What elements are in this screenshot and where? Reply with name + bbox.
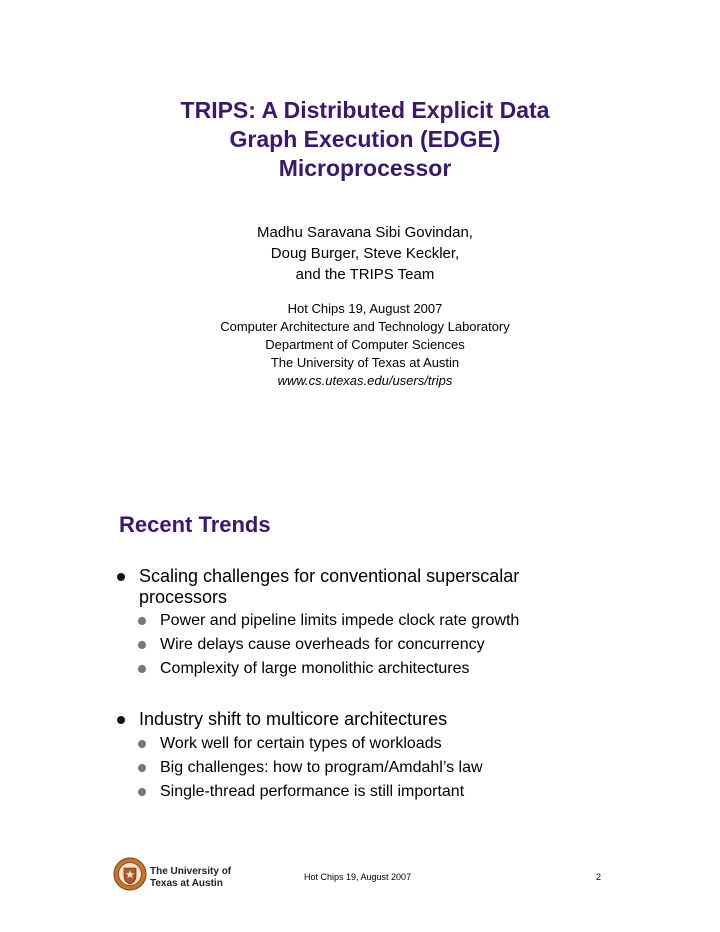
author-line: Madhu Saravana Sibi Govindan, [257,224,473,241]
university-name [150,866,231,890]
sub-bullet-dot [138,665,146,673]
sub-bullet-item [138,611,718,631]
footer-text: Hot Chips 19, August 2007 [304,872,412,882]
university-seal-icon [113,857,147,891]
slide-title [0,96,720,183]
affiliation-line: Department of Computer Sciences [265,337,465,352]
university-line: The University of [150,866,232,877]
sub-bullet-dot [138,788,146,796]
sub-bullet-text: Complexity of large monolithic architectures [160,660,470,677]
bullet-dot [117,716,125,724]
authors [0,222,720,285]
title-line: Microprocessor [278,155,452,181]
university-line: Texas at Austin [150,878,223,889]
sub-bullet-dot [138,641,146,649]
bullet-text: Industry shift to multicore architectures [139,709,448,729]
page-number: 2 [596,872,602,882]
title-line: TRIPS: A Distributed Explicit Data [180,97,550,123]
affiliation-line: Computer Architecture and Technology Laboratory [220,319,510,334]
section-heading: Recent Trends [119,512,271,537]
bullet-dot [117,573,125,581]
bullet-text: processors [139,587,228,607]
bullet-item [117,566,717,608]
bullet-item [117,709,717,730]
sub-bullet-dot [138,740,146,748]
sub-bullet-item [138,635,718,655]
sub-bullet-text: Single-thread performance is still important [160,783,465,800]
affiliation [0,300,720,390]
author-line: and the TRIPS Team [295,266,435,283]
bullet-text: Scaling challenges for conventional superscalar [139,566,520,586]
sub-bullet-text: Big challenges: how to program/Amdahl’s law [160,759,483,776]
sub-bullet-item [138,782,718,802]
affiliation-line: Hot Chips 19, August 2007 [287,301,443,316]
sub-bullet-text: Work well for certain types of workloads [160,735,442,752]
sub-bullet-text: Power and pipeline limits impede clock rate growth [160,612,520,629]
sub-bullet-text: Wire delays cause overheads for concurrency [160,636,485,653]
sub-bullet-item [138,734,718,754]
sub-bullet-dot [138,617,146,625]
project-url: www.cs.utexas.edu/users/trips [277,373,453,388]
title-line: Graph Execution (EDGE) [229,126,501,152]
sub-bullet-dot [138,764,146,772]
sub-bullet-item [138,659,718,679]
affiliation-line: The University of Texas at Austin [270,355,460,370]
author-line: Doug Burger, Steve Keckler, [270,245,460,262]
sub-bullet-item [138,758,718,778]
